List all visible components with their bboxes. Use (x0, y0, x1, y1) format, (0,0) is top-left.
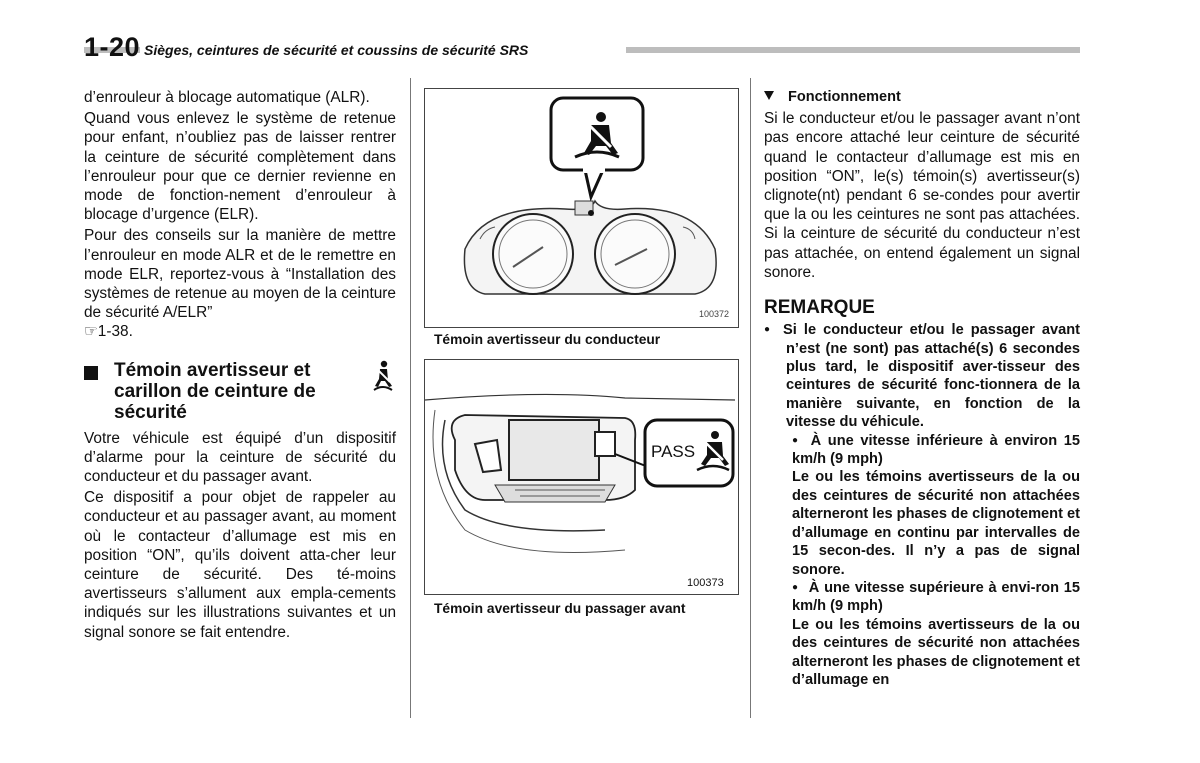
section-square-bullet (84, 366, 98, 380)
column-divider (750, 78, 751, 718)
column-divider (410, 78, 411, 718)
paragraph: Pour des conseils sur la manière de mettre l’enrouleur en mode ALR et de le remettre en mode ELR, reportez-vous à “Installation des systèmes de retenue au moyen de la ceinture de sécurité A/ELR” ☞1-38. (84, 227, 396, 341)
paragraph: Si le conducteur et/ou le passager avant n’ont pas encore attaché leur ceinture de sécurité quand le contacteur d’allumage est mis en position “ON”, le(s) témoin(s) avertisseur(s) clignote(nt) pendant 6 se-condes pour avertir que la ou les ceintures ne sont pas attachées. Si la ceinture de sécurité du conducteur n’est pas attachée, on entend également un signal sonore. (764, 110, 1080, 281)
section-heading (84, 360, 396, 423)
remark-notes (764, 321, 1080, 689)
figure-code: 100373 (687, 577, 724, 589)
paragraph: Votre véhicule est équipé d’un dispositif d’alarme pour la ceinture de sécurité du conducteur et du passager avant. (84, 429, 396, 486)
seatbelt-icon (370, 360, 396, 394)
note-subitem-text: Le ou les témoins avertisseurs de la ou des ceintures de sécurité non attachées alterneront les phases de clignotement et d’allumage en continu par intervalles de 15 secon-des. Il n’y a pas de signal sonore. (792, 469, 1080, 578)
header-title: Sièges, ceintures de sécurité et coussins de sécurité SRS (144, 42, 529, 58)
paragraph: Ce dispositif a pour objet de rappeler au conducteur et au passager avant, au moment où le contacteur d’allumage est mis en position “ON”, qu’ils doivent atta-cher leur ceinture de sécurité. Des té-moins avertisseurs s’allument aux empla-cements indiqués sur les illustrations suivantes et un signal sonore se fait entendre. (84, 489, 396, 641)
figure-passenger-warning (424, 359, 739, 595)
pass-label: PASS (651, 442, 696, 461)
note-subitem-title: ● À une vitesse supérieure à envi-ron 15 km/h (9 mph) (792, 579, 1080, 615)
dashboard-center-illustration (425, 360, 738, 594)
section-title: Témoin avertisseur et carillon de ceinture de sécurité (114, 359, 316, 423)
note-subitem-title: ● À une vitesse inférieure à environ 15 km/h (9 mph) (792, 432, 1080, 468)
instrument-cluster-illustration (425, 89, 738, 327)
figure-code: 100372 (699, 309, 730, 319)
figure-driver-warning (424, 88, 739, 328)
page-number: 1-20 (84, 32, 141, 62)
subsection-heading: Fonctionnement (764, 88, 1080, 107)
page-reference: ☞1-38. (84, 323, 133, 341)
paragraph: Quand vous enlevez le système de retenue pour enfant, n’oubliez pas de laisser rentrer la ceinture de sécurité complètement dans l’enrouleur pour que ce dernier revienne en mode de fonction-nement d’enrouleur à blocage d’urgence (ELR). (84, 110, 396, 224)
figure-caption: Témoin avertisseur du passager avant (434, 601, 686, 616)
column-left (84, 88, 396, 644)
figure-caption: Témoin avertisseur du conducteur (434, 332, 661, 347)
paragraph: d’enrouleur à blocage automatique (ALR). (84, 89, 370, 106)
triangle-bullet-icon (764, 91, 774, 100)
column-right (764, 88, 1080, 689)
page-header (84, 32, 1080, 62)
note-item: ● Si le conducteur et/ou le passager avant n’est (ne sont) pas attaché(s) 6 secondes plus tard, le dispositif aver-tisseur des ceintures de sécurité fonc-tionnera de la manière suivante, en fonction de la vitesse du véhicule. (764, 322, 1080, 431)
remark-title: REMARQUE (764, 297, 875, 319)
note-subitem-text: Le ou les témoins avertisseurs de la ou des ceintures de sécurité non attachées alterneront les phases de clignotement et d’allumage en (792, 616, 1080, 688)
